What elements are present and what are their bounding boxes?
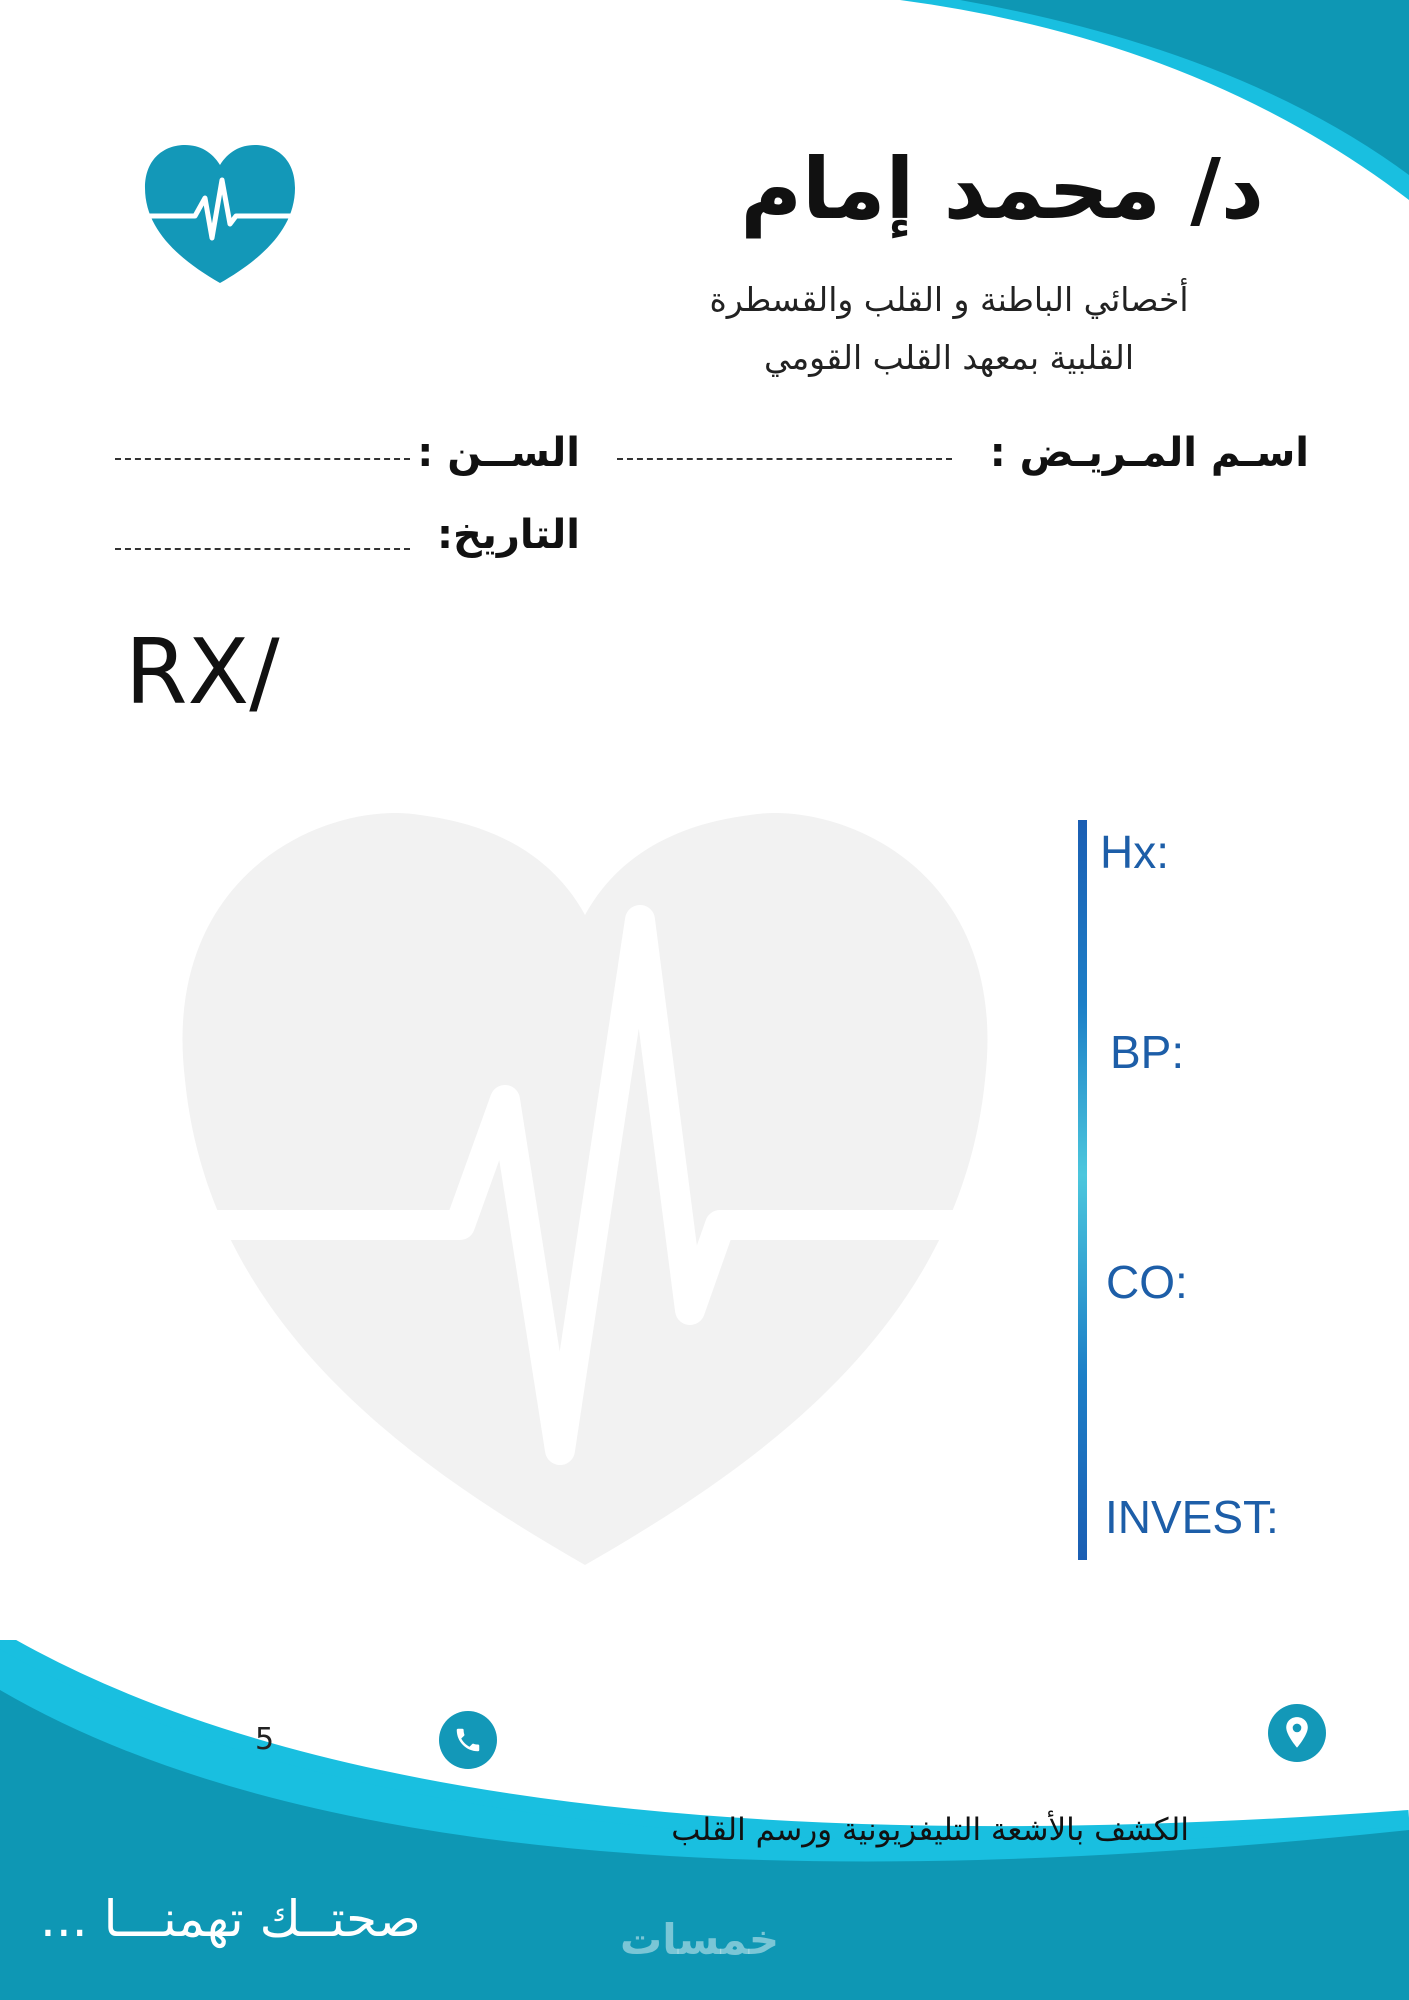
specialty-line-1: أخصائي الباطنة و القلب والقسطرة [709,280,1189,319]
age-label: الســن : [417,430,580,476]
patient-name-line[interactable] [617,458,952,460]
footer-service-text: الكشف بالأشعة التليفزيونية ورسم القلب [671,1812,1189,1848]
phone-number: 5 [255,1722,275,1757]
vital-bp: BP: [1110,1026,1185,1078]
heart-pulse-icon [140,140,300,285]
vital-hx: Hx: [1100,826,1169,878]
vital-invest: INVEST: [1105,1491,1279,1543]
date-line[interactable] [115,548,410,550]
age-line[interactable] [115,458,410,460]
slogan: صحتــك تهمنـــا ... [40,1890,421,1948]
phone-icon [439,1711,497,1769]
location-pin-icon [1268,1704,1326,1762]
heart-pulse-watermark-icon [160,813,1010,1565]
vitals-divider-bar [1078,820,1087,1560]
date-label: التاريخ: [437,512,580,558]
bottom-white-panel [0,1640,1409,1840]
vital-co: CO: [1106,1256,1188,1308]
patient-name-label: اسـم المـريـض : [989,430,1309,476]
doctor-name: د/ محمد إمام [740,140,1264,238]
rx-label: RX/ [125,620,280,725]
site-watermark: خمسات [620,1915,780,1964]
specialty-line-2: القلبية بمعهد القلب القومي [763,338,1135,377]
